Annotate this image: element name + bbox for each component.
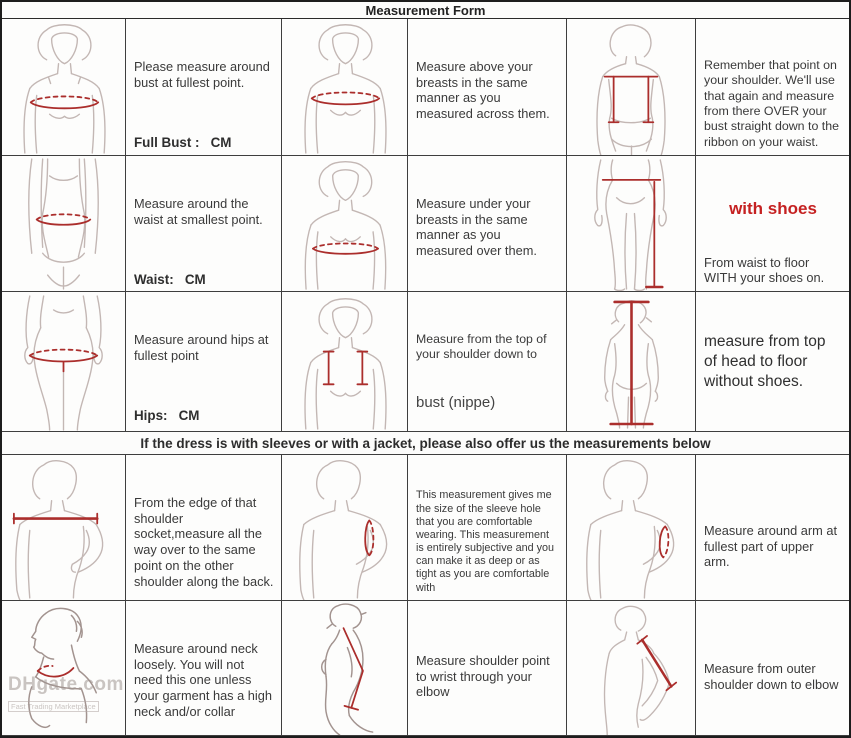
hips-instruction: Measure around hips at fullest point <box>134 331 273 363</box>
hips-figure <box>2 292 126 432</box>
sleeve-length-instruction: Measure shoulder point to wrist through your elbow <box>416 652 554 700</box>
arms-eye-instruction: This measurement gives me the size of the sleeve hole that you are comfortable wearing. This measurement is entirely subjective and you can make it as deep or as tight as you are comfortable with <box>416 489 558 594</box>
page-title: Measurement Form <box>2 2 849 19</box>
bicep-instruction: Measure around arm at fullest part of upper arm. <box>704 522 841 570</box>
neck-cell <box>126 601 282 736</box>
bicep-figure <box>567 455 696 601</box>
height-figure <box>567 292 696 432</box>
height-cell <box>696 292 849 432</box>
upper-arm-length-cell <box>696 601 849 736</box>
outer-leg-figure <box>567 156 696 292</box>
front-length-figure <box>567 19 696 156</box>
full-bust-cell <box>126 19 282 156</box>
shoulder-to-bust-instruction: Measure from the top of your shoulder down to <box>416 331 550 361</box>
upper-bust-figure <box>282 19 408 156</box>
waist-figure <box>2 156 126 292</box>
bicep-cell <box>696 455 849 601</box>
shoulder-to-bust-cell <box>408 292 567 432</box>
waist-label: Waist: CM <box>134 272 206 288</box>
neck-instruction: Measure around neck loosely. You will not need this one unless your garment has a high neck and/or collar <box>134 640 276 720</box>
upper-bust-cell <box>408 19 567 156</box>
waist-cell <box>126 156 282 292</box>
upper-bust-instruction: Measure above your breasts in the same manner as you measured across them. <box>416 58 550 122</box>
upper-arm-length-figure <box>567 601 696 736</box>
shoulder-to-shoulder-cell <box>126 455 282 601</box>
shoulder-to-bust-instruction2: bust (nippe) <box>416 393 496 411</box>
under-bust-instruction: Measure under your breasts in the same manner as you measured over them. <box>416 195 537 259</box>
shoulder-to-shoulder-figure <box>2 455 126 601</box>
watermark-tagline: Fast Trading Marketplace <box>8 701 99 712</box>
sleeves-banner: If the dress is with sleeves or with a jacket, please also offer us the measurements below <box>2 432 849 455</box>
front-length-instruction: Remember that point on your shoulder. We'll use that again and measure from there OVER your bust straight down to the ribbon on your waist. <box>704 57 843 149</box>
full-bust-label: Full Bust : CM <box>134 135 232 151</box>
shoulder-to-bust-figure <box>282 292 408 432</box>
under-bust-cell <box>408 156 567 292</box>
outer-leg-cell <box>696 156 849 292</box>
height-instruction: measure from top of head to floor without shoes. <box>704 332 830 390</box>
arms-eye-figure <box>282 455 408 601</box>
sleeve-length-cell <box>408 601 567 736</box>
shoulder-to-shoulder-instruction: From the edge of that shoulder socket,measure all the way over to the same point on the other shoulder along the back. <box>134 494 274 590</box>
watermark-logo: DHgate.com <box>8 674 124 695</box>
hips-label: Hips: CM <box>134 408 200 424</box>
outer-leg-instruction: From waist to floor WITH your shoes on. <box>704 254 825 286</box>
sleeve-length-figure <box>282 601 408 736</box>
full-bust-figure <box>2 19 126 156</box>
under-bust-figure <box>282 156 408 292</box>
upper-arm-length-instruction: Measure from outer shoulder down to elbow <box>704 660 839 692</box>
hips-cell <box>126 292 282 432</box>
with-shoes-heading: with shoes <box>729 198 817 218</box>
front-length-cell <box>696 19 849 156</box>
neck-figure <box>2 601 126 736</box>
arms-eye-cell <box>408 455 567 601</box>
waist-instruction: Measure around the waist at smallest point. <box>134 195 263 227</box>
full-bust-instruction: Please measure around bust at fullest point. <box>134 58 274 90</box>
